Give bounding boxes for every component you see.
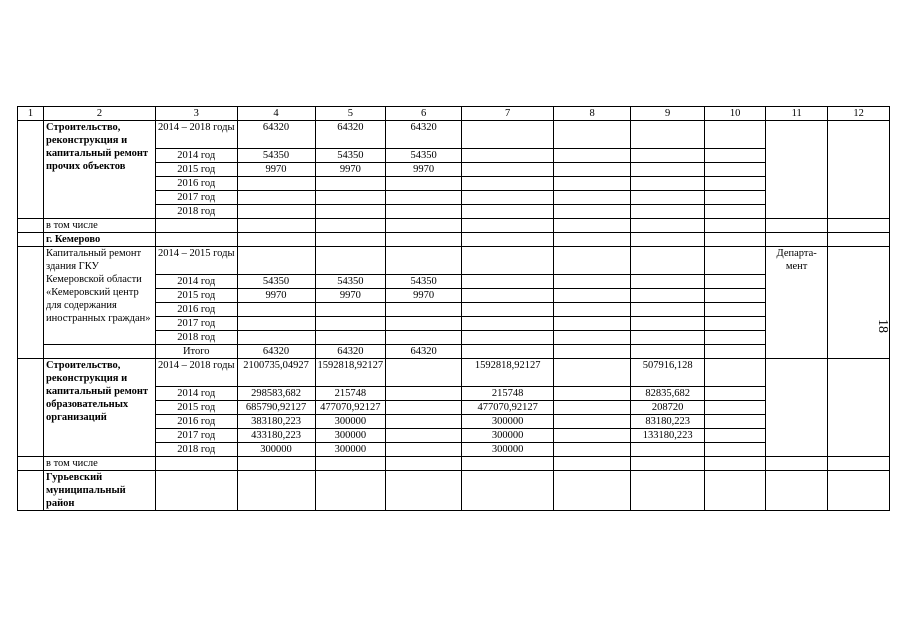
empty-cell: [237, 219, 315, 233]
value-cell: 9970: [237, 163, 315, 177]
value-cell: [705, 205, 766, 219]
value-cell: 300000: [315, 443, 386, 457]
value-cell: [462, 289, 554, 303]
table-row: [18, 219, 890, 233]
value-cell: [386, 191, 462, 205]
value-cell: [554, 443, 631, 457]
value-cell: [631, 191, 705, 205]
value-cell: [631, 163, 705, 177]
value-cell: [631, 331, 705, 345]
page-number: 18: [875, 319, 890, 333]
value-cell: 54350: [386, 149, 462, 163]
value-cell: [237, 303, 315, 317]
empty-cell: [554, 233, 631, 247]
value-cell: [705, 345, 766, 359]
empty-cell: [462, 457, 554, 471]
row-number-cell: [18, 359, 44, 457]
program-table: [17, 106, 890, 511]
value-cell: [631, 205, 705, 219]
period-cell: 2014 год: [156, 149, 238, 163]
value-cell: 477070,92127: [462, 401, 554, 415]
header-row: [18, 107, 890, 121]
empty-cell: [705, 233, 766, 247]
value-cell: 685790,92127: [237, 401, 315, 415]
value-cell: [315, 177, 386, 191]
empty-cell: [462, 233, 554, 247]
empty-cell: [315, 233, 386, 247]
empty-cell: [156, 457, 238, 471]
value-cell: 215748: [315, 387, 386, 401]
result-cell: [828, 121, 890, 219]
value-cell: [462, 205, 554, 219]
column-header: 11: [766, 107, 828, 121]
value-cell: 83180,223: [631, 415, 705, 429]
value-cell: [705, 191, 766, 205]
city-heading: г. Кемерово: [44, 233, 156, 247]
value-cell: 300000: [462, 415, 554, 429]
executor-cell: [766, 121, 828, 219]
value-cell: 215748: [462, 387, 554, 401]
value-cell: 64320: [315, 345, 386, 359]
column-header: 6: [386, 107, 462, 121]
empty-cell: [156, 471, 238, 511]
period-cell: 2014 – 2018 годы: [156, 121, 238, 149]
value-cell: [554, 387, 631, 401]
column-header: 8: [554, 107, 631, 121]
period-cell: 2017 год: [156, 429, 238, 443]
empty-cell: [315, 471, 386, 511]
value-cell: [705, 177, 766, 191]
value-cell: [554, 303, 631, 317]
period-cell: 2014 год: [156, 275, 238, 289]
value-cell: 54350: [315, 149, 386, 163]
value-cell: 383180,223: [237, 415, 315, 429]
empty-cell: [766, 471, 828, 511]
empty-cell: [828, 233, 890, 247]
value-cell: [462, 317, 554, 331]
value-cell: 54350: [315, 275, 386, 289]
value-cell: [237, 247, 315, 275]
value-cell: [462, 275, 554, 289]
result-cell: [828, 359, 890, 457]
total-row: [18, 345, 890, 359]
table-row: [18, 359, 890, 387]
period-cell: 2014 – 2015 годы: [156, 247, 238, 275]
value-cell: [554, 331, 631, 345]
value-cell: [386, 387, 462, 401]
period-cell: 2014 – 2018 годы: [156, 359, 238, 387]
executor-cell: [766, 359, 828, 457]
value-cell: 9970: [386, 163, 462, 177]
section-name: Строительство, реконструкция и капитальный ремонт прочих объектов: [44, 121, 156, 219]
value-cell: 1592818,92127: [315, 359, 386, 387]
value-cell: [705, 149, 766, 163]
value-cell: [462, 303, 554, 317]
period-cell: 2017 год: [156, 191, 238, 205]
value-cell: [705, 415, 766, 429]
value-cell: 82835,682: [631, 387, 705, 401]
period-cell: 2016 год: [156, 177, 238, 191]
value-cell: [554, 247, 631, 275]
value-cell: [705, 401, 766, 415]
value-cell: [386, 331, 462, 345]
period-cell: 2017 год: [156, 317, 238, 331]
value-cell: [386, 429, 462, 443]
value-cell: [237, 177, 315, 191]
value-cell: [462, 121, 554, 149]
row-number-cell: [18, 219, 44, 233]
value-cell: [462, 191, 554, 205]
table-row: [18, 471, 890, 511]
table-row: [18, 457, 890, 471]
value-cell: 64320: [315, 121, 386, 149]
value-cell: [386, 415, 462, 429]
row-number-cell: [18, 457, 44, 471]
empty-cell: [828, 457, 890, 471]
column-header: 3: [156, 107, 238, 121]
value-cell: [237, 205, 315, 219]
value-cell: 507916,128: [631, 359, 705, 387]
value-cell: 9970: [315, 163, 386, 177]
empty-cell: [705, 219, 766, 233]
empty-cell: [237, 471, 315, 511]
table-body: [18, 107, 890, 511]
row-number-cell: [18, 233, 44, 247]
column-header: 1: [18, 107, 44, 121]
empty-cell: [554, 219, 631, 233]
value-cell: [554, 345, 631, 359]
period-cell: 2018 год: [156, 331, 238, 345]
value-cell: [386, 303, 462, 317]
value-cell: 300000: [462, 429, 554, 443]
table-row: [18, 233, 890, 247]
district-heading: Гурьевский муниципальный район: [44, 471, 156, 511]
empty-cell: [631, 219, 705, 233]
empty-cell: [237, 457, 315, 471]
value-cell: [386, 443, 462, 457]
empty-cell: [462, 219, 554, 233]
empty-cell: [386, 233, 462, 247]
value-cell: 64320: [386, 345, 462, 359]
value-cell: 208720: [631, 401, 705, 415]
value-cell: [315, 317, 386, 331]
section-name: Капитальный ремонт здания ГКУ Кемеровской области «Кемеровский центр для содержания иностранных граждан»: [44, 247, 156, 345]
value-cell: 54350: [237, 275, 315, 289]
value-cell: 9970: [315, 289, 386, 303]
value-cell: [554, 163, 631, 177]
empty-cell: [631, 457, 705, 471]
empty-cell: [386, 219, 462, 233]
empty-cell: [315, 219, 386, 233]
value-cell: [315, 331, 386, 345]
empty-cell: [766, 233, 828, 247]
value-cell: [631, 443, 705, 457]
column-header: 12: [828, 107, 890, 121]
value-cell: 2100735,04927: [237, 359, 315, 387]
value-cell: 300000: [315, 415, 386, 429]
value-cell: [554, 289, 631, 303]
empty-cell: [631, 471, 705, 511]
empty-cell: [828, 219, 890, 233]
value-cell: 64320: [237, 121, 315, 149]
subheading: в том числе: [44, 219, 156, 233]
value-cell: [705, 387, 766, 401]
subheading: в том числе: [44, 457, 156, 471]
value-cell: [554, 359, 631, 387]
value-cell: [705, 247, 766, 275]
value-cell: 54350: [237, 149, 315, 163]
empty-cell: [156, 233, 238, 247]
value-cell: [705, 289, 766, 303]
value-cell: 1592818,92127: [462, 359, 554, 387]
value-cell: [705, 121, 766, 149]
value-cell: [386, 317, 462, 331]
empty-cell: [554, 457, 631, 471]
value-cell: [705, 163, 766, 177]
value-cell: [315, 191, 386, 205]
period-cell: 2016 год: [156, 415, 238, 429]
column-header: 4: [237, 107, 315, 121]
value-cell: [631, 303, 705, 317]
value-cell: 9970: [386, 289, 462, 303]
value-cell: [237, 317, 315, 331]
value-cell: [554, 121, 631, 149]
value-cell: [631, 149, 705, 163]
value-cell: 298583,682: [237, 387, 315, 401]
period-cell: 2015 год: [156, 289, 238, 303]
value-cell: [462, 331, 554, 345]
empty-cell: [766, 457, 828, 471]
value-cell: 64320: [386, 121, 462, 149]
value-cell: [631, 177, 705, 191]
period-cell: Итого: [156, 345, 238, 359]
value-cell: [315, 205, 386, 219]
value-cell: [705, 443, 766, 457]
value-cell: [386, 177, 462, 191]
value-cell: 433180,223: [237, 429, 315, 443]
value-cell: [554, 275, 631, 289]
value-cell: [462, 163, 554, 177]
value-cell: [462, 247, 554, 275]
value-cell: [705, 429, 766, 443]
value-cell: 133180,223: [631, 429, 705, 443]
value-cell: 477070,92127: [315, 401, 386, 415]
value-cell: [631, 289, 705, 303]
empty-cell: [386, 457, 462, 471]
value-cell: [554, 205, 631, 219]
executor-cell: Департа- мент: [766, 247, 828, 359]
value-cell: 9970: [237, 289, 315, 303]
column-header: 2: [44, 107, 156, 121]
value-cell: 64320: [237, 345, 315, 359]
value-cell: [315, 247, 386, 275]
value-cell: [631, 317, 705, 331]
column-header: 7: [462, 107, 554, 121]
table-row: [18, 247, 890, 275]
row-number-cell: [18, 121, 44, 219]
value-cell: [554, 317, 631, 331]
table-row: [18, 121, 890, 149]
value-cell: 300000: [237, 443, 315, 457]
empty-cell: [315, 457, 386, 471]
empty-cell: [156, 219, 238, 233]
value-cell: [554, 149, 631, 163]
value-cell: [462, 149, 554, 163]
result-cell: [828, 247, 890, 359]
name-cell: [44, 345, 156, 359]
column-header: 5: [315, 107, 386, 121]
value-cell: [705, 303, 766, 317]
value-cell: [554, 191, 631, 205]
period-cell: 2016 год: [156, 303, 238, 317]
empty-cell: [554, 471, 631, 511]
section-name: Строительство, реконструкция и капитальный ремонт образовательных организаций: [44, 359, 156, 457]
empty-cell: [828, 471, 890, 511]
value-cell: [315, 303, 386, 317]
period-cell: 2015 год: [156, 163, 238, 177]
value-cell: [386, 205, 462, 219]
value-cell: [237, 331, 315, 345]
empty-cell: [766, 219, 828, 233]
empty-cell: [705, 471, 766, 511]
empty-cell: [462, 471, 554, 511]
value-cell: [705, 359, 766, 387]
empty-cell: [386, 471, 462, 511]
value-cell: [386, 359, 462, 387]
value-cell: [554, 177, 631, 191]
value-cell: [554, 401, 631, 415]
column-header: 10: [705, 107, 766, 121]
value-cell: [237, 191, 315, 205]
value-cell: [462, 177, 554, 191]
value-cell: [705, 275, 766, 289]
period-cell: 2018 год: [156, 443, 238, 457]
period-cell: 2014 год: [156, 387, 238, 401]
value-cell: [462, 345, 554, 359]
empty-cell: [237, 233, 315, 247]
value-cell: [705, 317, 766, 331]
value-cell: [631, 121, 705, 149]
row-number-cell: [18, 471, 44, 511]
value-cell: 300000: [315, 429, 386, 443]
value-cell: [631, 345, 705, 359]
empty-cell: [631, 233, 705, 247]
row-number-cell: [18, 247, 44, 359]
empty-cell: [705, 457, 766, 471]
value-cell: [631, 275, 705, 289]
value-cell: [386, 247, 462, 275]
value-cell: [554, 429, 631, 443]
value-cell: 54350: [386, 275, 462, 289]
period-cell: 2018 год: [156, 205, 238, 219]
value-cell: [386, 401, 462, 415]
value-cell: 300000: [462, 443, 554, 457]
value-cell: [705, 331, 766, 345]
value-cell: [631, 247, 705, 275]
value-cell: [554, 415, 631, 429]
period-cell: 2015 год: [156, 401, 238, 415]
column-header: 9: [631, 107, 705, 121]
